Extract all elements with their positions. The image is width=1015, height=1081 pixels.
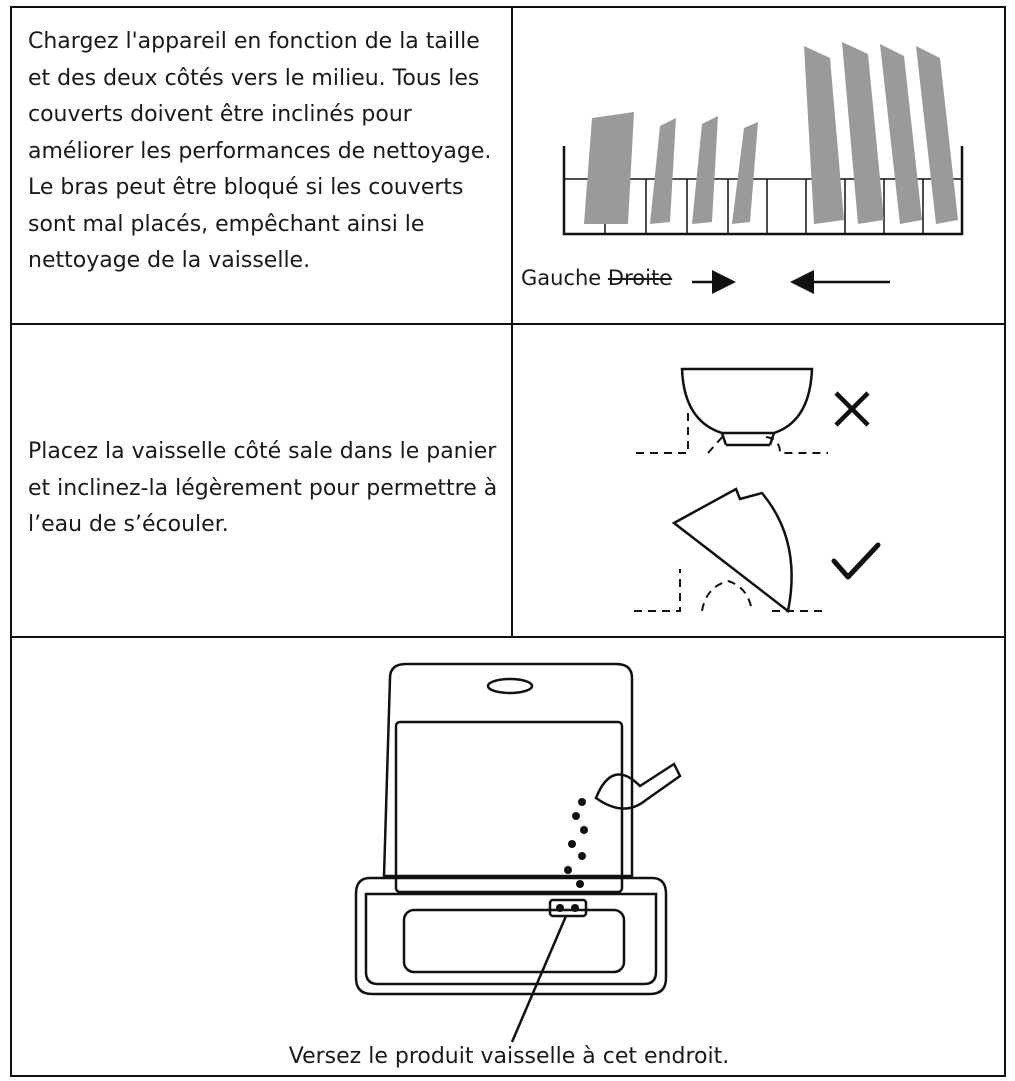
door-inner-panel <box>404 910 624 972</box>
arrow-left-icon <box>790 270 890 294</box>
open-door <box>356 878 666 994</box>
cutlery-right <box>804 42 958 224</box>
dish-placement-text: Placez la vaisselle côté sale dans le panier et inclinez-la légèrement pour permettre à l’eau de s’écouler. <box>28 439 498 537</box>
measuring-spoon <box>596 764 680 809</box>
pointer-line <box>512 916 566 1042</box>
handle-slot <box>488 679 532 693</box>
label-left: Gauche <box>521 266 602 290</box>
label-right: Droite <box>607 266 673 290</box>
arrow-right-icon <box>692 270 736 294</box>
detergent-compartment <box>550 900 586 916</box>
instruction-sheet <box>10 6 1006 1077</box>
bowl-upright <box>682 369 812 445</box>
cutlery-left <box>584 112 758 224</box>
bowl-placement-illustration <box>512 325 1006 636</box>
bowl-tilted <box>674 489 792 611</box>
detergent-caption: Versez le produit vaisselle à cet endroit. <box>288 1044 730 1069</box>
dishwasher-body <box>384 664 632 876</box>
inner-cavity <box>396 722 622 892</box>
rack-dashed-line-2 <box>634 569 822 611</box>
direction-labels <box>521 266 672 290</box>
dishwasher-illustration <box>12 638 1006 1073</box>
correct-check-icon <box>834 545 878 577</box>
loading-instruction-text: Chargez l'appareil en fonction de la taille et des deux côtés vers le milieu. Tous les couverts doivent être inclinés pour améliorer les performances de nettoyage. Le bras peut être bloqué si les couverts sont mal placés, empêchant ainsi le nettoyage de la vaisselle. <box>28 29 492 273</box>
wrong-cross-icon <box>836 393 868 425</box>
